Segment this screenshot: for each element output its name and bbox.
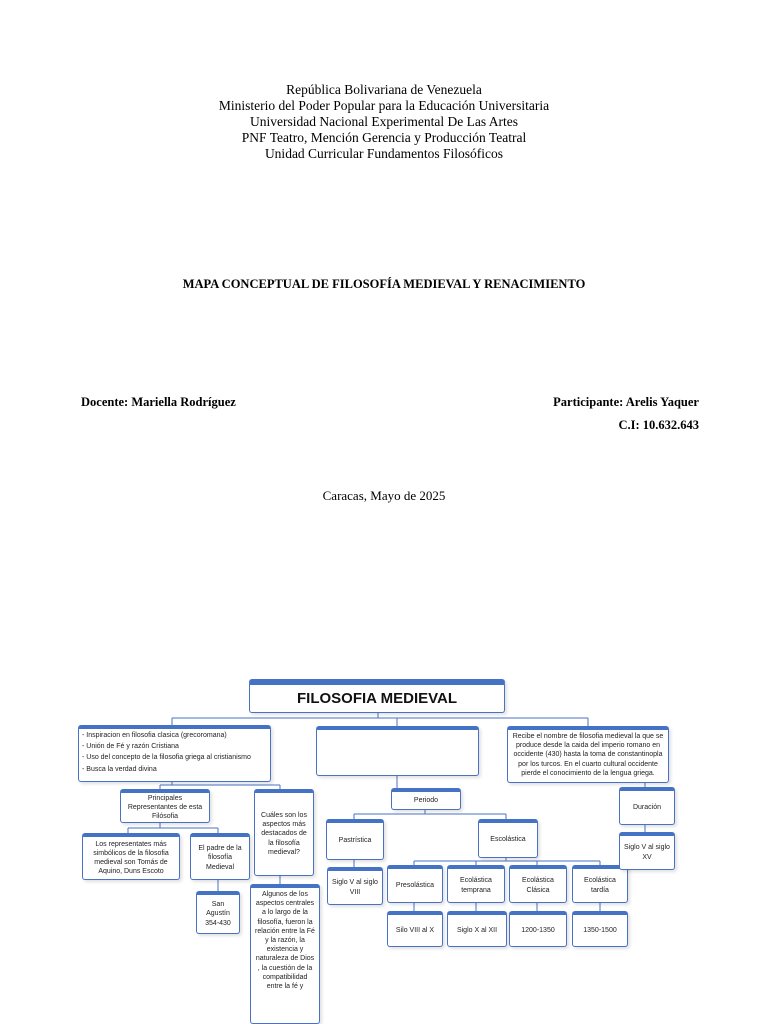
features-box	[78, 725, 271, 782]
aspects-box: Algunos de los aspectos centrales a lo largo de la filosofía, fueron la relación entre la Fé y la razón, la existencia y naturaleza de Dios , la cuestión de la compatibilidad entre la fé y	[250, 884, 320, 1024]
definition-box	[316, 726, 479, 776]
feature-item: - Inspiracion en filosofia clasica (grecoromana)	[82, 732, 227, 739]
tardia-date-box: 1350-1500	[572, 911, 628, 947]
feature-item: - Uso del concepto de la filosofia griega al cristianismo	[82, 754, 251, 762]
clasica-box: Ecolástica Clásica	[509, 865, 567, 903]
period-box: Periodo	[391, 788, 461, 810]
header-line-4: PNF Teatro, Mención Gerencia y Producción Teatral	[241, 130, 527, 145]
clasica-date-box: 1200-1350	[509, 911, 567, 947]
header-line-2: Ministerio del Poder Popular para la Educación Universitaria	[218, 98, 550, 113]
features-list	[82, 731, 251, 776]
docente-label: Docente: Mariella Rodríguez	[81, 395, 236, 409]
header-line-3: Universidad Nacional Experimental De Las Artes	[249, 114, 519, 129]
presolastica-box: Presolástica	[387, 865, 443, 903]
pastristica-date-box: Siglo V al siglo VIII	[327, 867, 383, 905]
name-origin-box: Recibe el nombre de filosofia medieval la que se produce desde la caida del imperio romano en occidente (430) hasta la toma de constantinopla por los turcos. En el cuarto cultural occidente pierde el conocimiento de la lengua griega.	[507, 726, 669, 783]
feature-item: - Busca la verdad divina	[82, 765, 157, 773]
representatives-box: Principales Representantes de esta Filósofia	[120, 789, 210, 823]
participante-label: Participante: Arelis Yaquer	[553, 395, 699, 409]
temprana-box: Ecolástica temprana	[447, 865, 505, 903]
document-title: MAPA CONCEPTUAL DE FILOSOFÍA MEDIEVAL Y RENACIMIENTO	[182, 277, 586, 291]
father-box: El padre de la filosofía Medieval	[190, 833, 250, 880]
presolastica-date-box: Silo VIII al X	[387, 911, 443, 947]
place-date: Caracas, Mayo de 2025	[322, 488, 446, 503]
pastristica-box: Pastrística	[326, 819, 384, 860]
tardia-box: Ecolástica tardía	[572, 865, 628, 903]
symbolic-representatives-box: Los representates más simbólicos de la filosofia medieval son Tomás de Aquino, Duns Escoto	[82, 833, 180, 880]
escolastica-box: Escolástica	[478, 819, 538, 858]
header-line-5: Unidad Curricular Fundamentos Filosóficos	[264, 146, 504, 161]
header-line-1: República Bolivariana de Venezuela	[286, 82, 482, 97]
main-concept-box: FILOSOFIA MEDIEVAL	[249, 679, 505, 713]
san-agustin-box: San Agustín 354-430	[196, 891, 240, 934]
ci-label: C.I: 10.632.643	[618, 418, 699, 432]
temprana-date-box: Siglo X al XII	[447, 911, 507, 947]
feature-item: - Unión de Fé y razón Cristiana	[82, 743, 179, 751]
duration-date-box: Siglo V al siglo XV	[619, 832, 675, 870]
question-box: Cuáles son los aspectos más destacados de la filosofía medieval?	[254, 789, 314, 876]
duration-box: Duración	[619, 787, 675, 825]
